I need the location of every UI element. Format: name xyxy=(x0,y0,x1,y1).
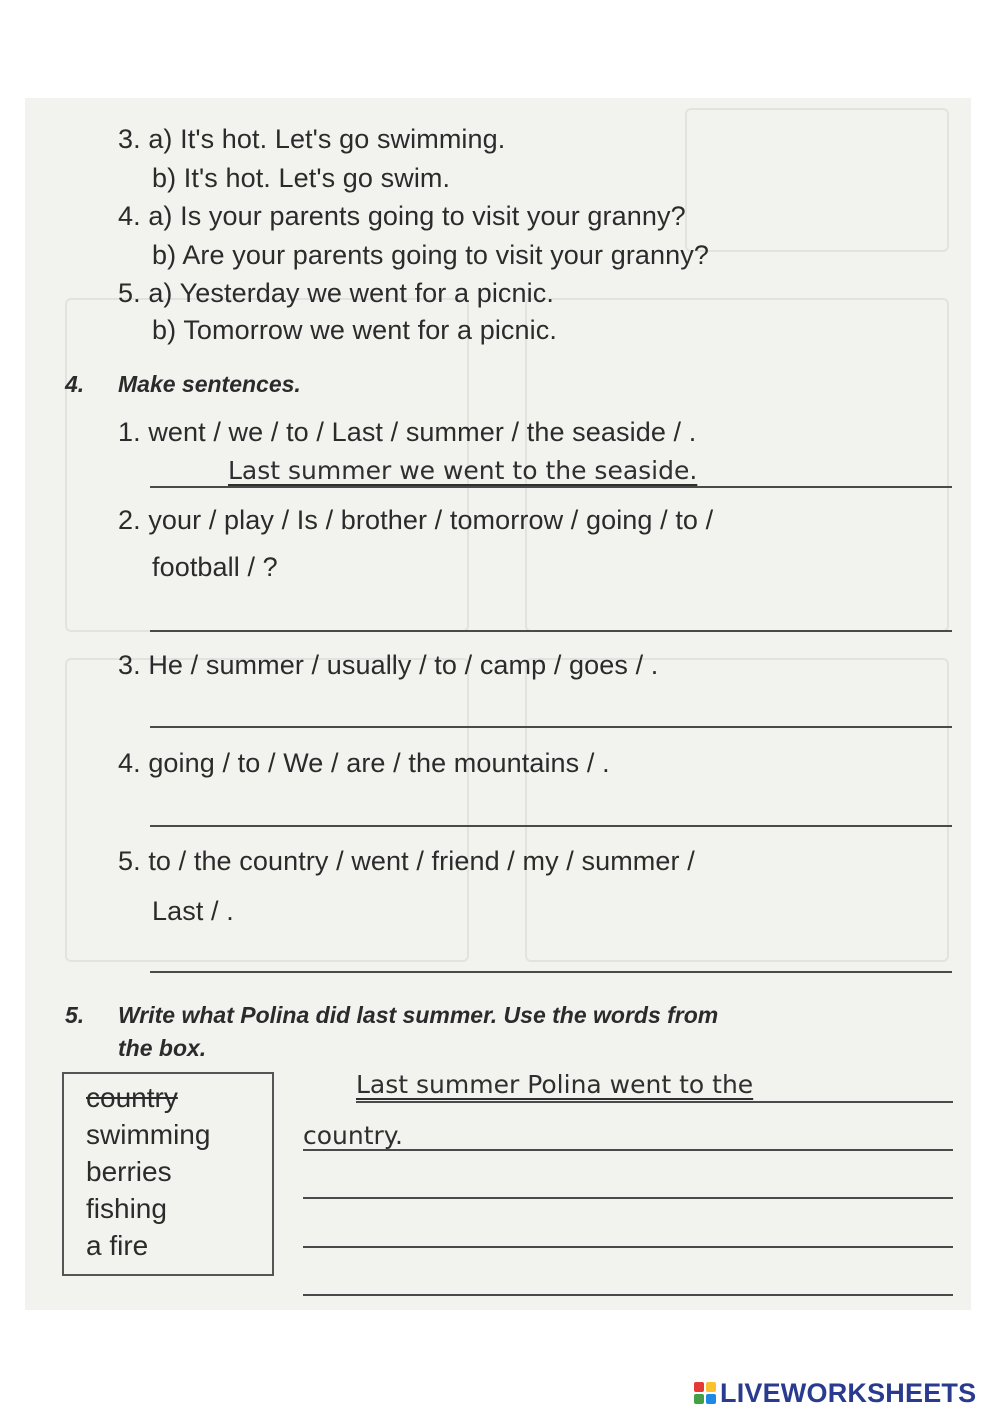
polina-writing-line-1[interactable] xyxy=(356,1101,953,1103)
polina-answer-line-2[interactable]: country. xyxy=(303,1121,403,1150)
logo-square-blue xyxy=(706,1394,716,1404)
sentence-3-answer-line[interactable] xyxy=(150,726,952,728)
sentence-1-answer[interactable]: Last summer we went to the seaside. xyxy=(228,456,698,485)
exercise-5-title-cont: the box. xyxy=(118,1035,207,1061)
word-country-used: country xyxy=(86,1082,178,1113)
option-3a: 3. a) It's hot. Let's go swimming. xyxy=(118,124,506,154)
sentence-2-prompt-cont: football / ? xyxy=(152,552,278,582)
option-4a: 4. a) Is your parents going to visit your granny? xyxy=(118,201,686,231)
polina-writing-line-4[interactable] xyxy=(303,1246,953,1248)
sentence-5-prompt: 5. to / the country / went / friend / my / summer / xyxy=(118,846,695,876)
bleed-through-frame xyxy=(685,108,949,252)
word-fishing: fishing xyxy=(86,1193,167,1224)
exercise-5-number: 5. xyxy=(65,1002,85,1028)
sentence-2-prompt: 2. your / play / Is / brother / tomorrow / going / to / xyxy=(118,505,714,535)
word-swimming: swimming xyxy=(86,1119,211,1150)
logo-square-red xyxy=(694,1382,704,1392)
polina-writing-line-3[interactable] xyxy=(303,1197,953,1199)
sentence-4-prompt: 4. going / to / We / are / the mountains / . xyxy=(118,748,610,778)
sentence-5-answer-line[interactable] xyxy=(150,971,952,973)
word-a-fire: a fire xyxy=(86,1230,149,1261)
option-5b: b) Tomorrow we went for a picnic. xyxy=(152,315,557,345)
liveworksheets-logo xyxy=(694,1378,976,1408)
bleed-through-frame xyxy=(525,658,949,962)
option-4b: b) Are your parents going to visit your granny? xyxy=(152,240,709,270)
sentence-1-answer-line[interactable] xyxy=(150,486,952,488)
logo-text: LIVEWORKSHEETS xyxy=(720,1377,977,1408)
sentence-5-prompt-cont: Last / . xyxy=(152,896,234,926)
bleed-through-frame xyxy=(65,658,469,962)
sentence-3-prompt: 3. He / summer / usually / to / camp / goes / . xyxy=(118,650,659,680)
sentence-1-prompt: 1. went / we / to / Last / summer / the seaside / . xyxy=(118,417,697,447)
logo-square-green xyxy=(694,1394,704,1404)
word-berries: berries xyxy=(86,1156,172,1187)
exercise-5-title: Write what Polina did last summer. Use the words from xyxy=(118,1002,719,1028)
exercise-4-title: Make sentences. xyxy=(118,371,301,397)
logo-square-yellow xyxy=(706,1382,716,1392)
option-3b: b) It's hot. Let's go swim. xyxy=(152,163,451,193)
logo-squares-icon xyxy=(694,1382,716,1404)
sentence-4-answer-line[interactable] xyxy=(150,825,952,827)
polina-writing-line-2[interactable] xyxy=(303,1149,953,1151)
exercise-4-number: 4. xyxy=(65,371,85,397)
word-box xyxy=(62,1072,274,1276)
polina-writing-line-5[interactable] xyxy=(303,1294,953,1296)
option-5a: 5. a) Yesterday we went for a picnic. xyxy=(118,278,554,308)
polina-answer-line-1[interactable]: Last summer Polina went to the xyxy=(356,1070,754,1099)
sentence-2-answer-line[interactable] xyxy=(150,630,952,632)
